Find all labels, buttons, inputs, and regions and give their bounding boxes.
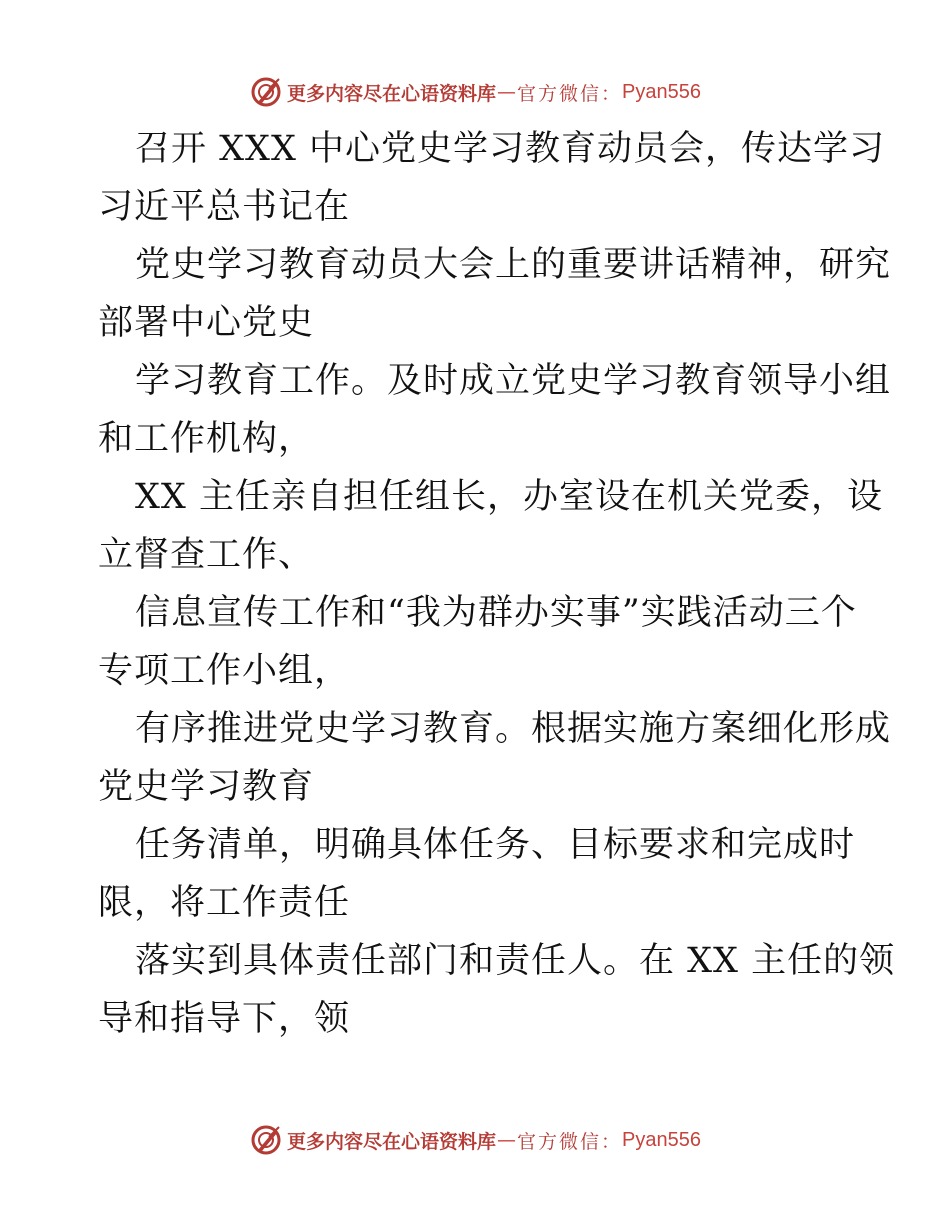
banner-wechat-id: Pyan556 bbox=[622, 1128, 701, 1151]
header-banner bbox=[0, 72, 950, 112]
body-line: 立督查工作、 bbox=[98, 535, 315, 575]
body-line: XX 主任亲自担任组长，办室设在机关党委，设 bbox=[135, 477, 883, 517]
banner-wechat-label: 官方微信： bbox=[517, 82, 623, 105]
feather-pen-logo-icon bbox=[249, 1123, 283, 1157]
banner-dash: — bbox=[497, 81, 517, 103]
document-body bbox=[98, 120, 896, 1048]
body-line: 落实到具体责任部门和责任人。在 XX 主任的领 bbox=[135, 941, 896, 981]
banner-wechat-label: 官方微信： bbox=[517, 1130, 623, 1153]
body-line: 信息宣传工作和“我为群办实事”实践活动三个 bbox=[135, 593, 857, 633]
body-line: 召开 XXX 中心党史学习教育动员会，传达学习 bbox=[135, 129, 886, 169]
feather-pen-logo-icon bbox=[249, 75, 283, 109]
banner-site-text: 更多内容尽在心语资料库 bbox=[287, 82, 497, 105]
body-line: 部署中心党史 bbox=[98, 303, 315, 343]
body-line: 限，将工作责任 bbox=[98, 883, 351, 923]
footer-banner bbox=[0, 1120, 950, 1160]
banner-wechat-id: Pyan556 bbox=[622, 80, 701, 103]
body-line: 任务清单，明确具体任务、目标要求和完成时 bbox=[135, 825, 856, 865]
body-line: 习近平总书记在 bbox=[98, 187, 351, 227]
banner-dash: — bbox=[497, 1129, 517, 1151]
body-line: 导和指导下，领 bbox=[98, 999, 351, 1039]
body-line: 专项工作小组， bbox=[98, 651, 351, 691]
banner-site-text: 更多内容尽在心语资料库 bbox=[287, 1130, 497, 1153]
body-line: 和工作机构， bbox=[98, 419, 315, 459]
body-line: 学习教育工作。及时成立党史学习教育领导小组 bbox=[135, 361, 892, 401]
body-line: 党史学习教育 bbox=[98, 767, 315, 807]
body-line: 党史学习教育动员大会上的重要讲话精神，研究 bbox=[135, 245, 892, 285]
body-line: 有序推进党史学习教育。根据实施方案细化形成 bbox=[135, 709, 892, 749]
